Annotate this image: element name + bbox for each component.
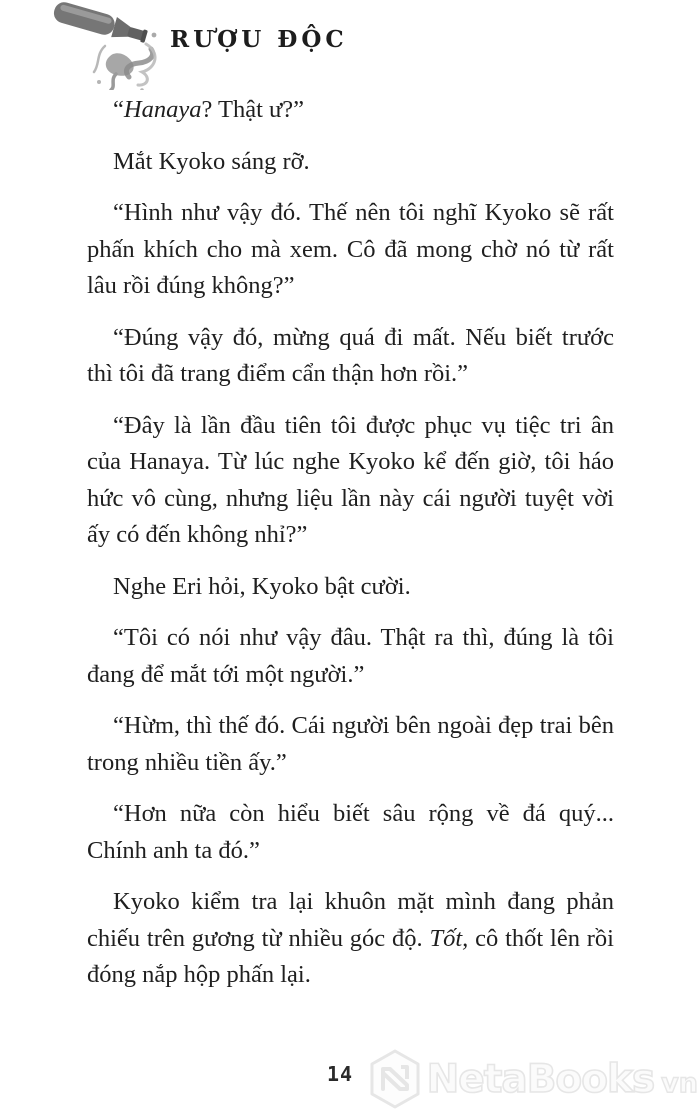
paragraph	[87, 708, 614, 781]
text-run: Kyoko kiểm tra lại khuôn mặt mình đang phản chiếu trên gương từ nhiều góc độ.	[87, 888, 614, 952]
text-run: “Tôi có nói như vậy đâu. Thật ra thì, đúng là tôi đang để mắt tới một người.”	[87, 624, 614, 688]
ink-bottle-illustration	[50, 2, 172, 90]
italic-text: Hanaya	[123, 96, 202, 123]
paragraph	[87, 144, 614, 181]
text-run: “Hơn nữa còn hiểu biết sâu rộng về đá quý... Chính anh ta đó.”	[87, 800, 614, 864]
chapter-header	[0, 0, 700, 92]
body-text	[87, 92, 614, 1032]
paragraph	[87, 569, 614, 606]
page-footer	[0, 1048, 700, 1120]
text-run: cô thốt lên rồi đóng nắp hộp phấn lại.	[87, 924, 614, 988]
paragraph	[87, 884, 614, 994]
bottle-pour-icon	[50, 2, 172, 90]
page-number: 14	[326, 1062, 354, 1086]
text-run: “Hừm, thì thế đó. Cái người bên ngoài đẹp trai bên trong nhiều tiền ấy.”	[87, 712, 614, 776]
chapter-title: RƯỢU ĐỘC	[170, 26, 348, 53]
paragraph	[87, 320, 614, 393]
netabooks-logo-icon	[368, 1049, 422, 1109]
paragraph	[87, 92, 614, 129]
italic-text: Tốt,	[429, 924, 469, 952]
text-run: Nghe Eri hỏi, Kyoko bật cười.	[113, 572, 411, 600]
paragraph	[87, 620, 614, 693]
text-run: “Đúng vậy đó, mừng quá đi mất. Nếu biết trước thì tôi đã trang điểm cẩn thận hơn rồi.”	[87, 323, 614, 387]
watermark-tld: vn	[661, 1067, 698, 1099]
paragraph	[87, 195, 614, 305]
watermark-brand: NetaBooks	[426, 1056, 655, 1102]
text-run: Mắt Kyoko sáng rỡ.	[113, 147, 310, 175]
paragraph	[87, 796, 614, 869]
paragraph	[87, 408, 614, 554]
netabooks-watermark	[368, 1048, 698, 1110]
text-run: “Đây là lần đầu tiên tôi được phục vụ tiệc tri ân của Hanaya. Từ lúc nghe Kyoko kể đến giờ, tôi háo hức vô cùng, nhưng liệu lần này cái người tuyệt vời ấy có đến không nhỉ?”	[87, 411, 614, 548]
text-run: “	[113, 96, 124, 123]
text-run: ? Thật ư?”	[201, 96, 305, 123]
text-run: “Hình như vậy đó. Thế nên tôi nghĩ Kyoko sẽ rất phấn khích cho mà xem. Cô đã mong chờ nó từ rất lâu rồi đúng không?”	[87, 199, 614, 299]
